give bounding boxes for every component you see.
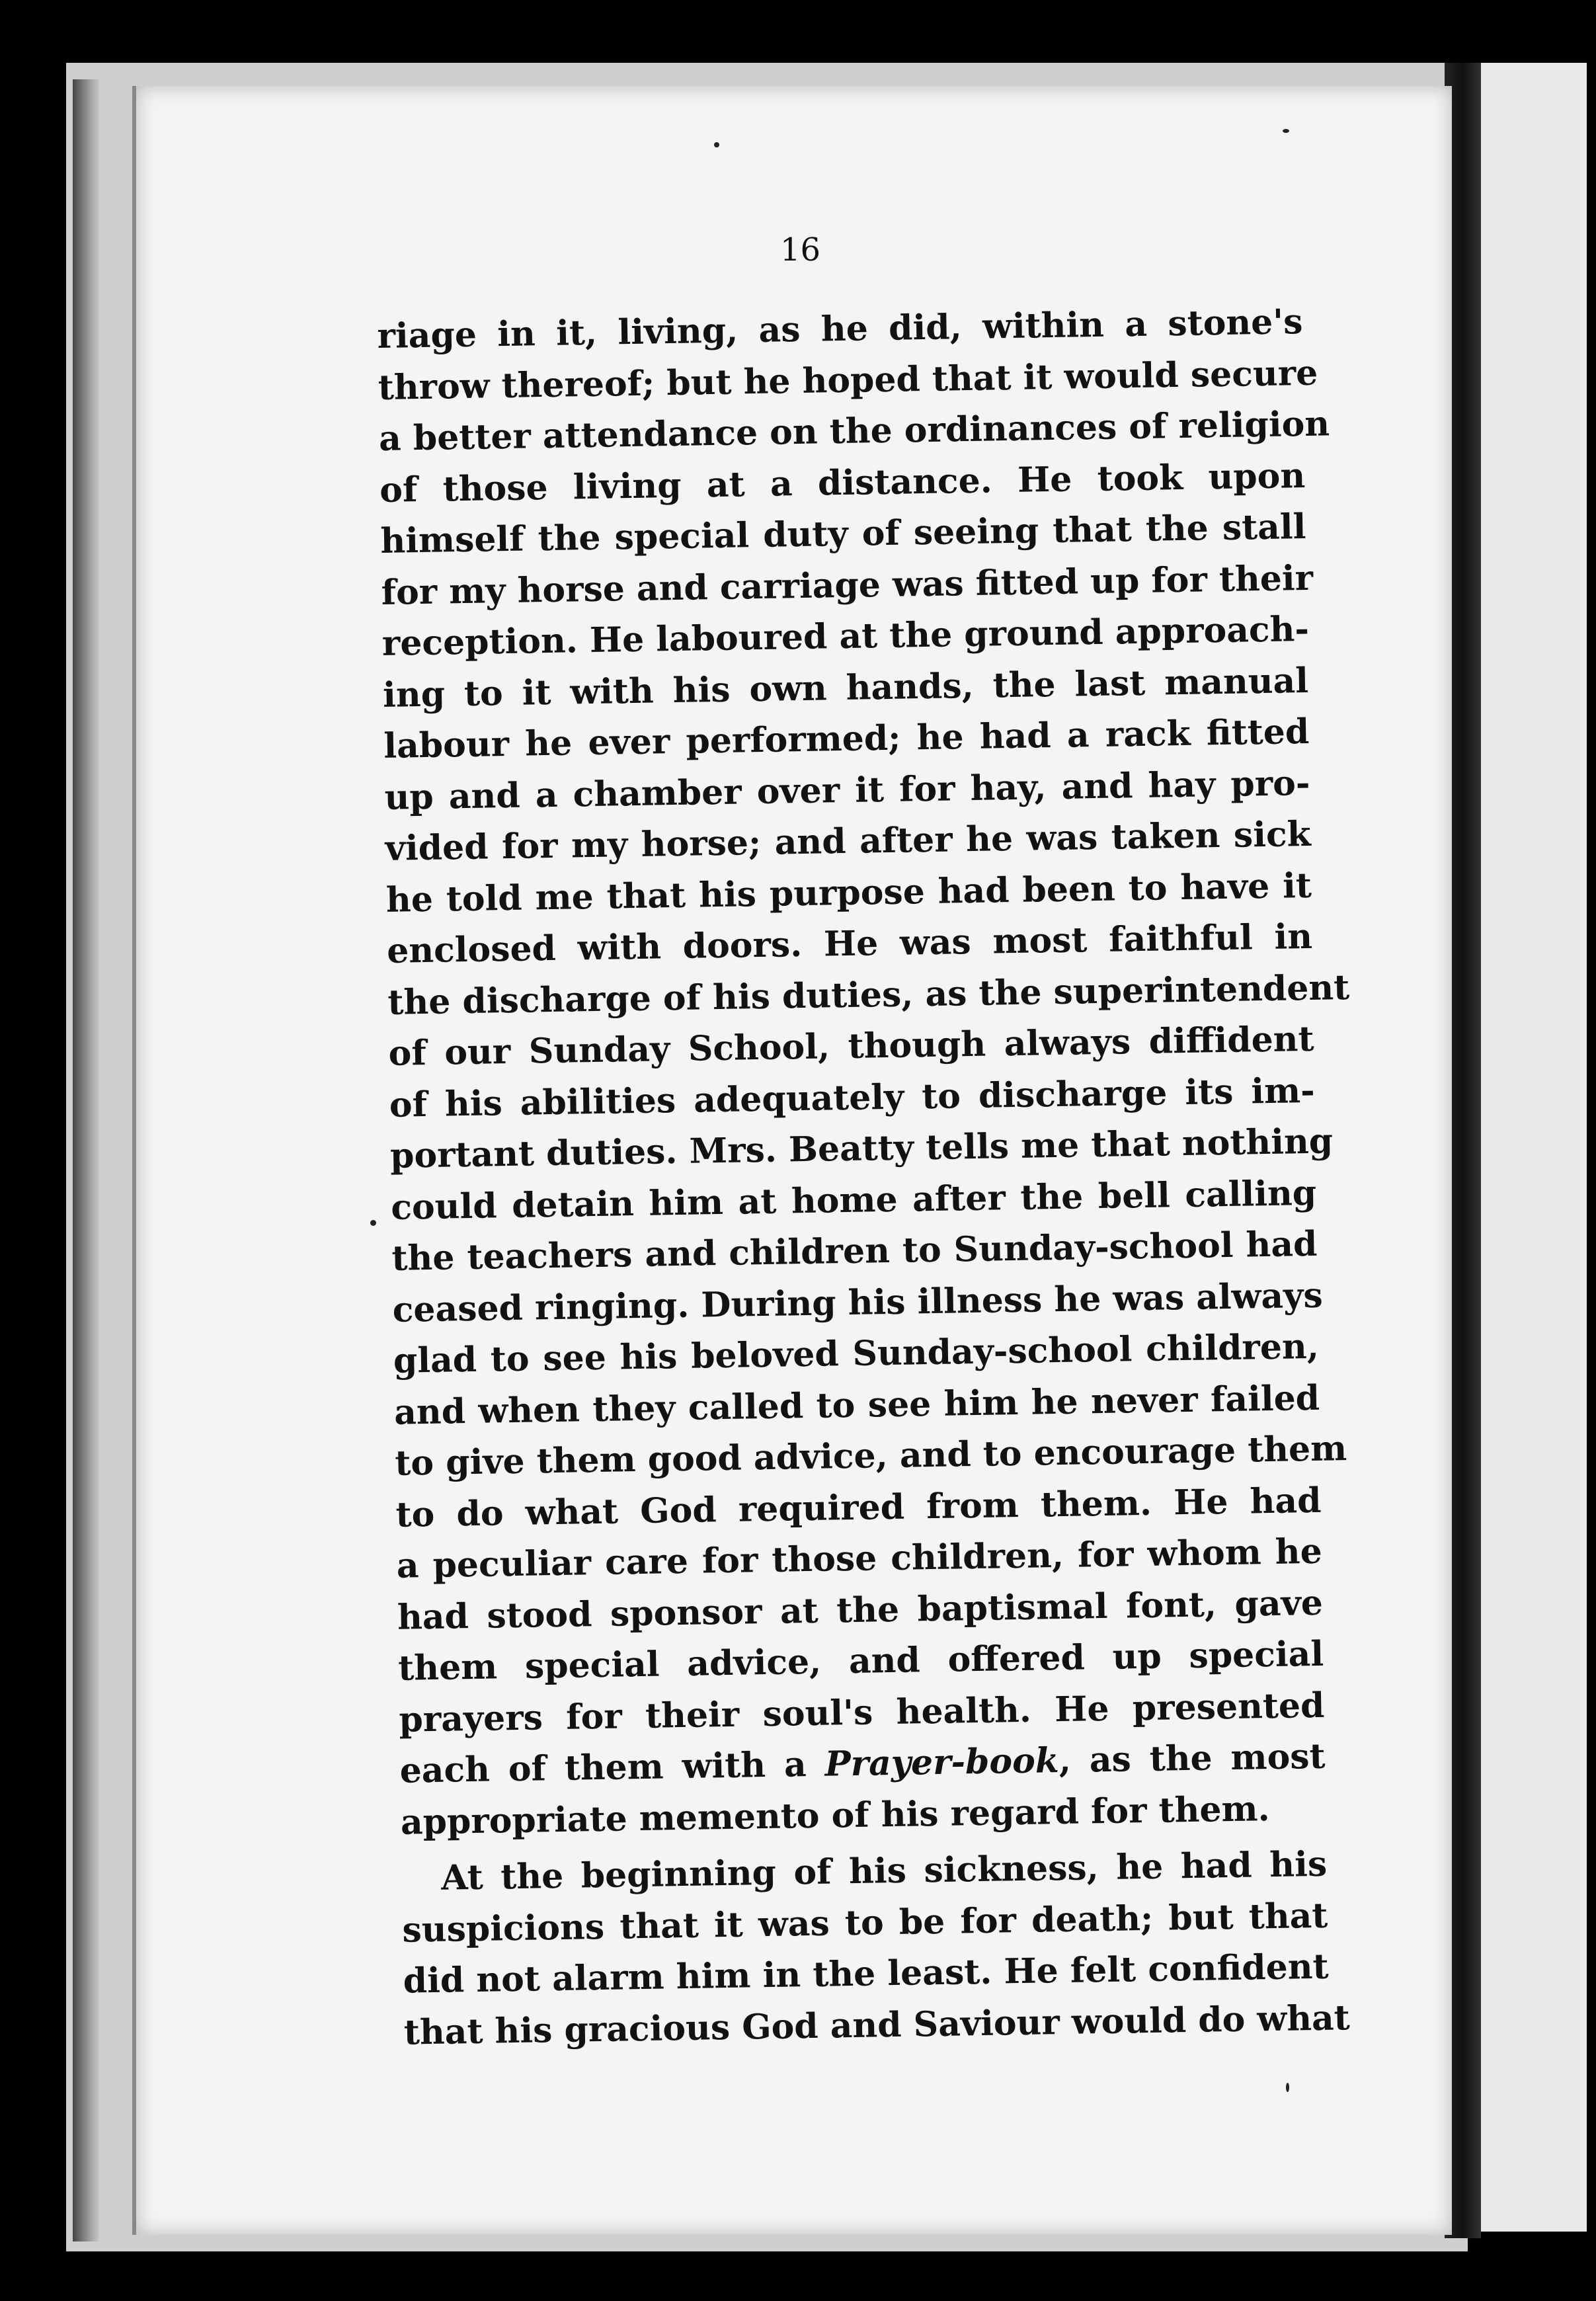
text-line: a peculiar care for those children, for whom he — [396, 1531, 1323, 1586]
text-line: enclosed with doors. He was most faithful in — [386, 916, 1313, 971]
text-line: a better attendance on the ordinances of religion — [378, 403, 1330, 459]
text-line: to do what God required from them. He had — [395, 1480, 1322, 1535]
text-line: himself the special duty of seeing that the stall — [379, 506, 1306, 561]
scan-speck — [370, 1220, 376, 1226]
scan-speck — [714, 142, 719, 147]
text-line: riage in it, living, as he did, within a stone's — [377, 302, 1303, 356]
text-line-paragraph-end: appropriate memento of his regard for them. — [400, 1788, 1271, 1843]
body-text — [377, 296, 1351, 2058]
text-line: up and a chamber over it for hay, and hay pro- — [384, 762, 1310, 818]
text-line: had stood sponsor at the baptismal font, gave — [397, 1582, 1324, 1638]
text-line: of our Sunday School, though always diffident — [388, 1018, 1314, 1074]
text-line: of his abilities adequately to discharge its im- — [389, 1070, 1316, 1125]
italic-title: Prayer-book — [824, 1740, 1060, 1785]
text-line: ing to it with his own hands, the last manual — [382, 660, 1309, 715]
page-number: 16 — [780, 231, 821, 268]
text-line-paragraph-start: At the beginning of his sickness, he had his — [440, 1843, 1328, 1898]
scan-speck — [1283, 129, 1289, 133]
text-fragment: , as the most — [1058, 1736, 1326, 1781]
adjacent-page-edge — [1481, 63, 1587, 2232]
text-line: he told me that his purpose had been to have it — [385, 865, 1312, 920]
text-line: the teachers and children to Sunday-school had — [391, 1223, 1318, 1279]
text-line: to give them good advice, and to encourage them — [394, 1428, 1347, 1484]
text-line: throw thereof; but he hoped that it would secure — [378, 352, 1318, 408]
text-line: vided for my horse; and after he was taken sick — [385, 813, 1312, 869]
text-fragment: each of them with a — [399, 1744, 826, 1791]
text-line: the discharge of his duties, as the superintendent — [387, 967, 1350, 1023]
text-line: ceased ringing. During his illness he was always — [392, 1275, 1324, 1330]
text-line: that his gracious God and Saviour would do what — [403, 1997, 1351, 2053]
text-line: for my horse and carriage was fitted up for their — [381, 557, 1314, 613]
text-line: did not alarm him in the least. He felt confident — [403, 1946, 1329, 2001]
text-line: could detain him at home after the bell calling — [390, 1172, 1317, 1228]
text-line: labour he ever performed; he had a rack fitted — [383, 711, 1310, 766]
text-line: them special advice, and offered up special — [397, 1633, 1324, 1689]
scan-speck — [1286, 2083, 1289, 2092]
text-line: suspicions that it was to be for death; but that — [401, 1895, 1328, 1951]
text-line: and when they called to see him he never failed — [393, 1377, 1320, 1433]
text-line: prayers for their soul's health. He presented — [398, 1685, 1325, 1740]
text-line: of those living at a distance. He took upon — [379, 455, 1306, 510]
binding-shadow — [73, 79, 99, 2241]
text-line: portant duties. Mrs. Beatty tells me that nothing — [389, 1121, 1334, 1176]
text-line: glad to see his beloved Sunday-school children, — [393, 1326, 1320, 1381]
text-line: reception. He laboured at the ground approach- — [381, 608, 1310, 664]
